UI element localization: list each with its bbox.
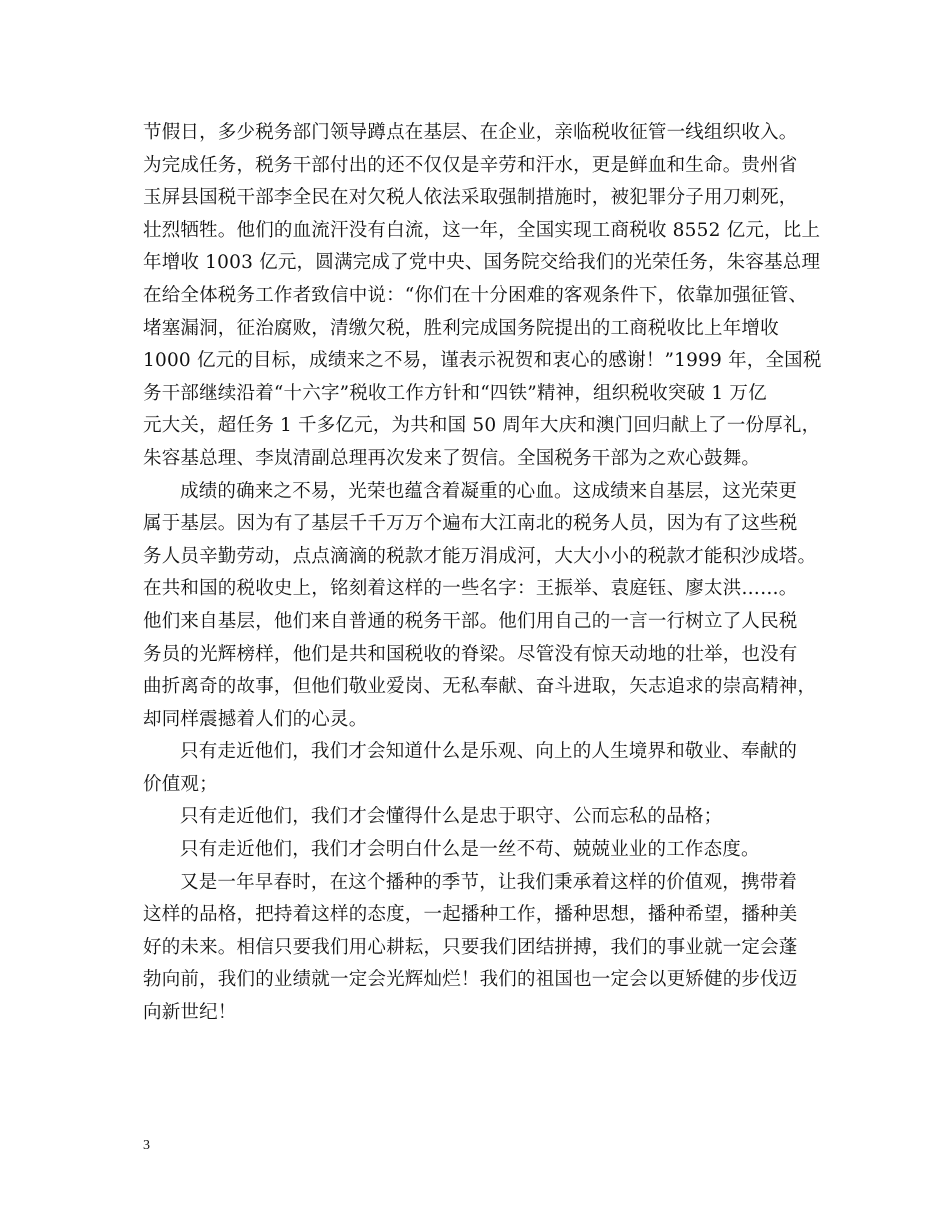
text-line: 壮烈牺牲。他们的血流汗没有白流，这一年，全国实现工商税收 8552 亿元，比上 [143, 219, 821, 241]
text-line: 向新世纪！ [143, 1002, 237, 1024]
text-line: 务员的光辉榜样，他们是共和国税收的脊梁。尽管没有惊天动地的壮举，也没有 [143, 643, 798, 665]
text-line: 曲折离奇的故事，但他们敬业爱岗、无私奉献、奋斗进取，矢志追求的崇高精神， [143, 676, 817, 698]
text-line: 他们来自基层，他们来自普通的税务干部。他们用自己的一言一行树立了人民税 [143, 610, 798, 632]
text-line: 属于基层。因为有了基层千千万万个遍布大江南北的税务人员，因为有了这些税 [143, 513, 798, 535]
text-line: 节假日，多少税务部门领导蹲点在基层、在企业，亲临税收征管一线组织收入。 [143, 122, 798, 143]
text-line: 朱容基总理、李岚清副总理再次发来了贺信。全国税务干部为之欢心鼓舞。 [143, 447, 761, 469]
page-number: 3 [143, 1138, 150, 1153]
text-line: 只有走近他们，我们才会懂得什么是忠于职守、公而忘私的品格； [180, 806, 723, 828]
document-body [143, 117, 833, 1030]
text-line: 这样的品格，把持着这样的态度，一起播种工作，播种思想，播种希望，播种美 [143, 904, 798, 926]
text-line: 在共和国的税收史上，铭刻着这样的一些名字：王振举、袁庭钰、廖太洪……。 [143, 578, 798, 600]
text-line: 又是一年早春时，在这个播种的季节，让我们秉承着这样的价值观，携带着 [180, 871, 798, 893]
text-line: 元大关，超任务 1 千多亿元，为共和国 50 周年大庆和澳门回归献上了一份厚礼， [143, 415, 821, 437]
text-line: 务人员辛勤劳动，点点滴滴的税款才能万涓成河，大大小小的税款才能积沙成塔。 [143, 545, 817, 567]
text-line: 堵塞漏洞，征治腐败，清缴欠税，胜利完成国务院提出的工商税收比上年增收 [143, 317, 779, 339]
text-line: 却同样震撼着人们的心灵。 [143, 708, 368, 730]
text-line: 只有走近他们，我们才会知道什么是乐观、向上的人生境界和敬业、奉献的 [180, 741, 798, 763]
text-line: 1000 亿元的目标，成绩来之不易，谨表示祝贺和衷心的感谢！”1999 年，全国税 [143, 350, 822, 372]
text-line: 只有走近他们，我们才会明白什么是一丝不苟、兢兢业业的工作态度。 [180, 839, 760, 861]
text-line: 务干部继续沿着“十六字”税收工作方针和“四铁”精神，组织税收突破 1 万亿 [143, 382, 767, 404]
text-line: 勃向前，我们的业绩就一定会光辉灿烂！我们的祖国也一定会以更矫健的步伐迈 [143, 969, 798, 991]
text-line: 玉屏县国税干部李全民在对欠税人依法采取强制措施时，被犯罪分子用刀刺死， [143, 187, 798, 209]
text-line: 为完成任务，税务干部付出的还不仅仅是辛劳和汗水，更是鲜血和生命。贵州省 [143, 154, 798, 176]
text-line: 成绩的确来之不易，光荣也蕴含着凝重的心血。这成绩来自基层，这光荣更 [180, 480, 798, 502]
text-line: 年增收 1003 亿元，圆满完成了党中央、国务院交给我们的光荣任务，朱容基总理 [143, 252, 821, 274]
text-line: 好的未来。相信只要我们用心耕耘，只要我们团结拼搏，我们的事业就一定会蓬 [143, 936, 798, 958]
text-line: 价值观； [143, 773, 218, 795]
text-line: 在给全体税务工作者致信中说：“你们在十分困难的客观条件下，依靠加强征管、 [143, 284, 808, 306]
